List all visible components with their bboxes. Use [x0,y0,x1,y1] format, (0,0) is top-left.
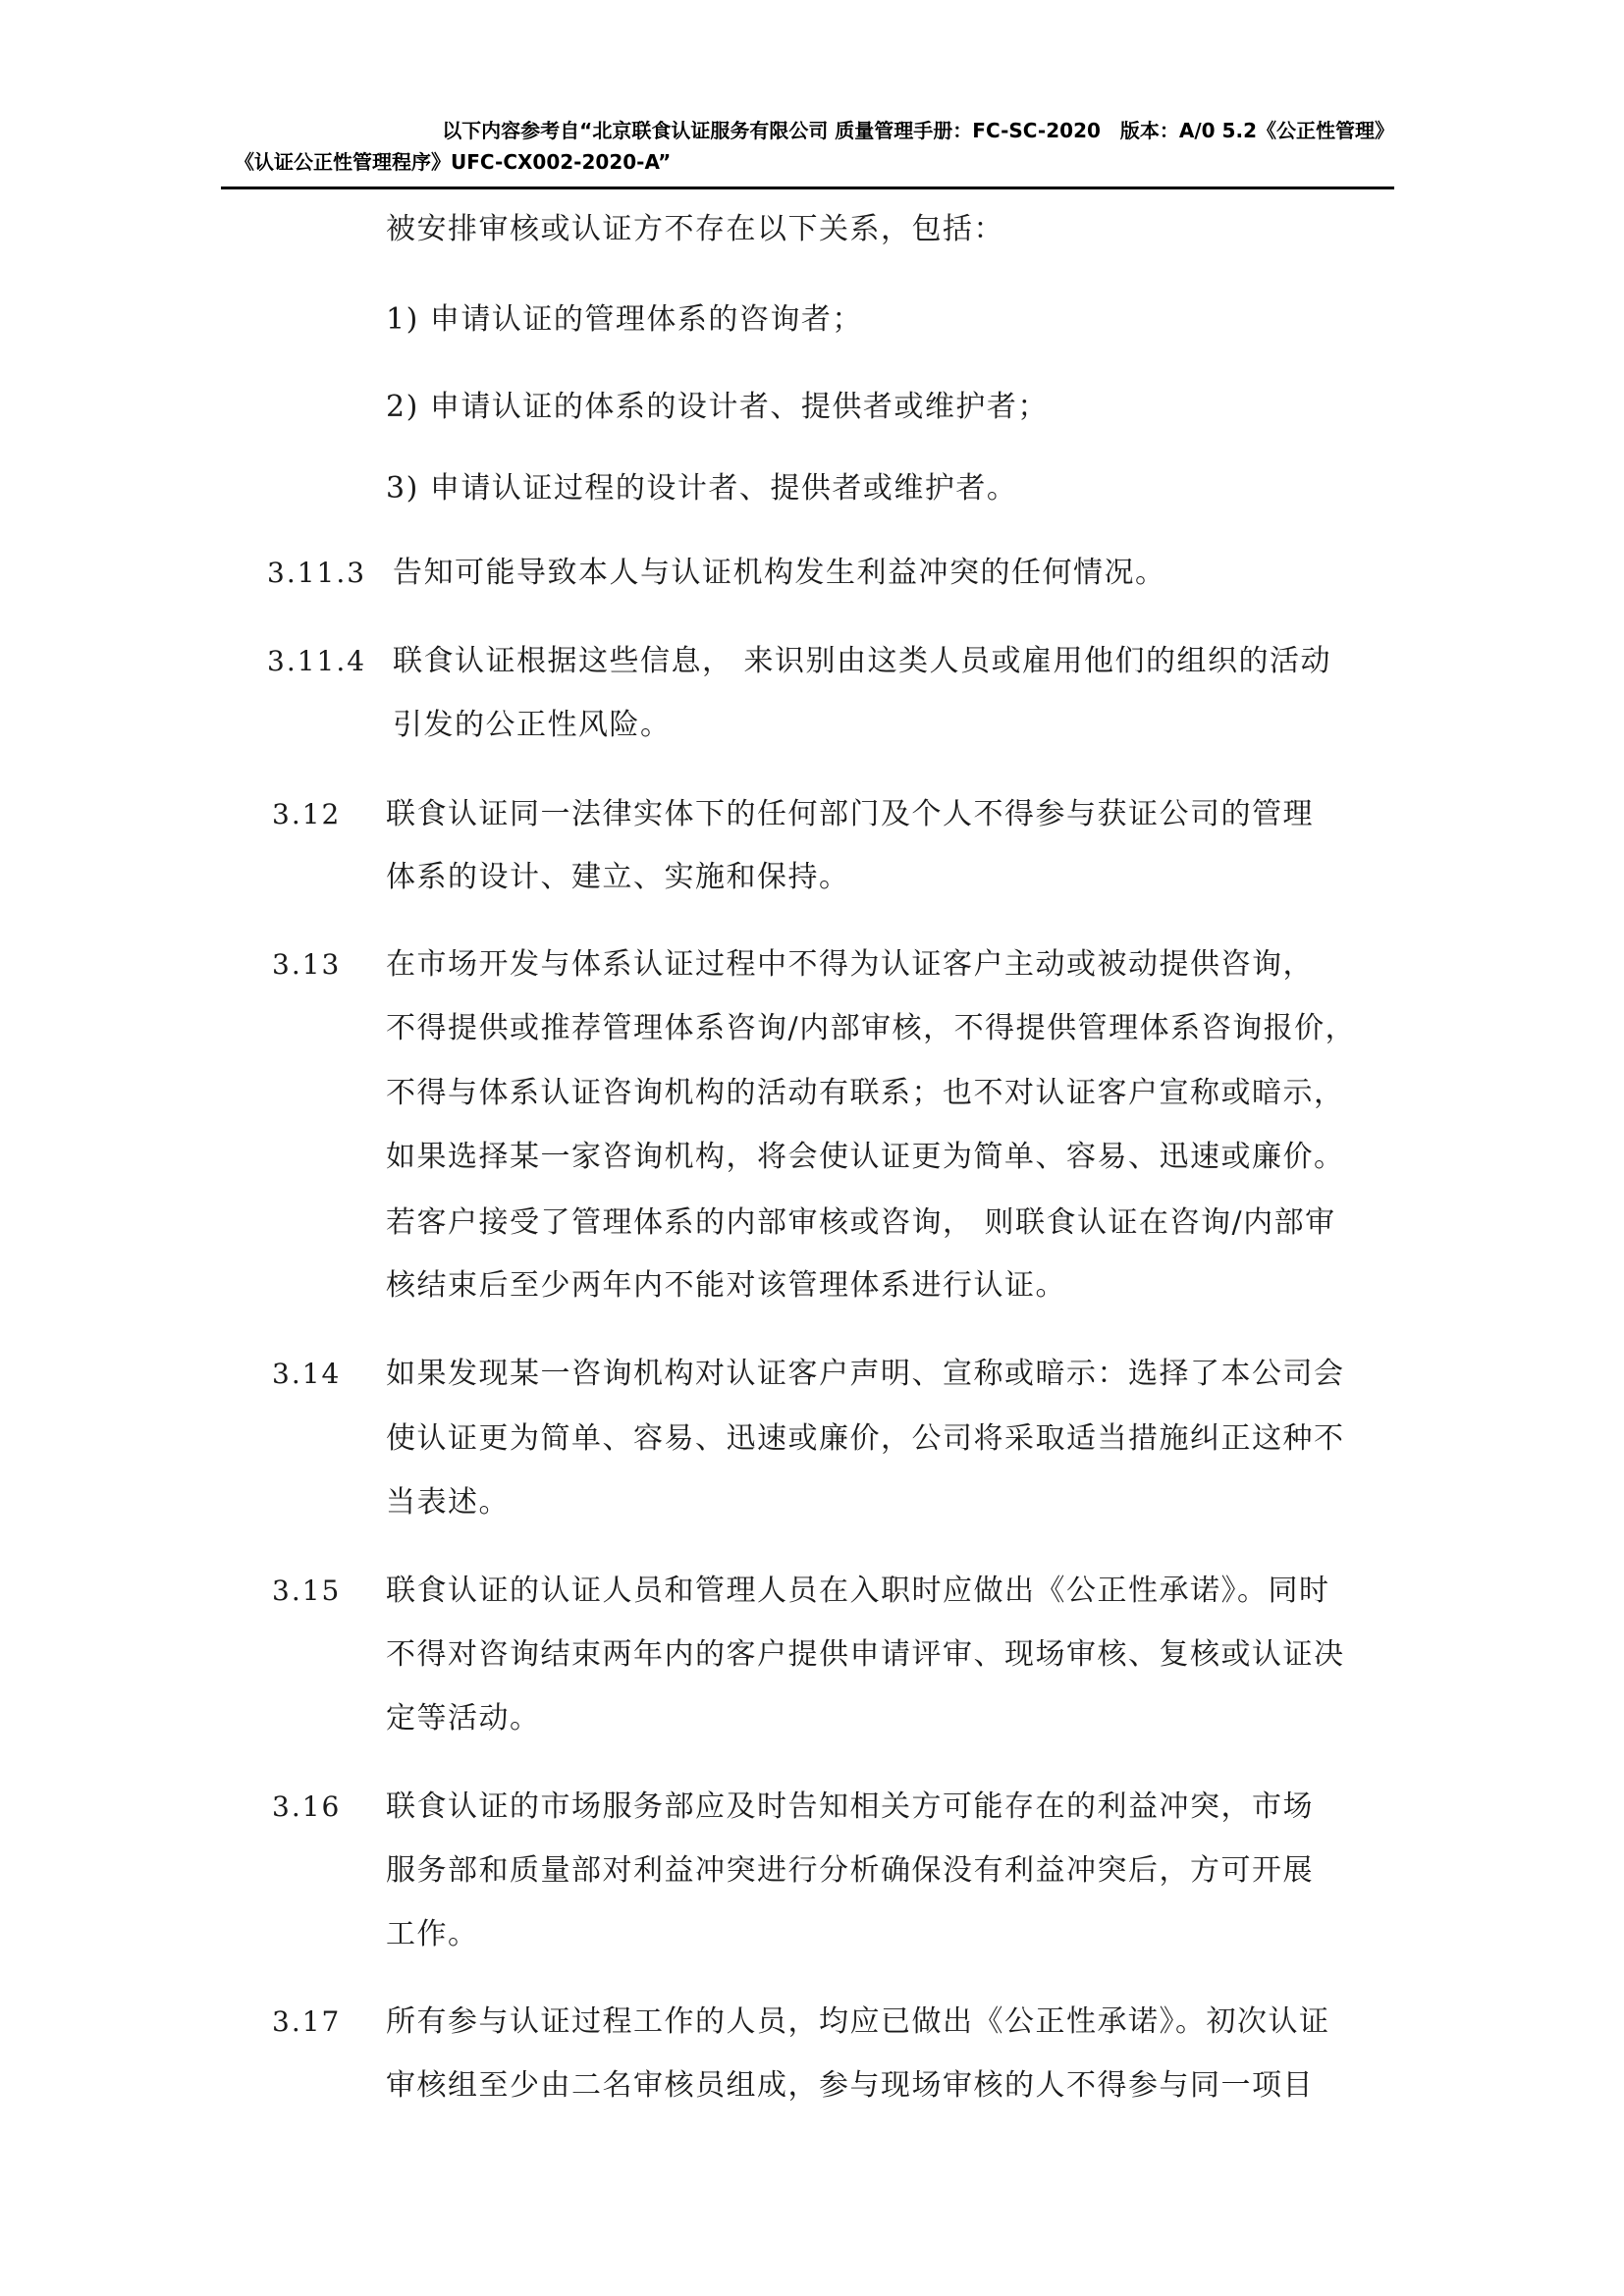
clause-number: 3.17 [272,2005,342,2038]
clause-text-line: 工作。 [386,1917,479,1951]
header-reference-line-1: 以下内容参考自“北京联食认证服务有限公司 质量管理手册：FC-SC-2020 版本：A/0 5.2《公正性管理》 [442,119,1394,142]
clause-number: 3.16 [272,1790,342,1823]
clause-text-line: 在市场开发与体系认证过程中不得为认证客户主动或被动提供咨询， [386,947,1314,982]
clause-text-line: 服务部和质量部对利益冲突进行分析确保没有利益冲突后，方可开展 [386,1853,1314,1888]
clause-number: 3.11.3 [267,557,367,589]
clause-text-line: 不得对咨询结束两年内的客户提供申请评审、现场审核、复核或认证决 [386,1637,1345,1672]
clause-text-line: 联食认证根据这些信息， 来识别由这类人员或雇用他们的组织的活动 [393,644,1332,678]
clause-text-line: 体系的设计、建立、实施和保持。 [386,860,850,894]
clause-text-line: 联食认证同一法律实体下的任何部门及个人不得参与获证公司的管理 [386,797,1314,831]
intro-sub-item: 2) 申请认证的体系的设计者、提供者或维护者； [386,390,1049,424]
clause-text-line: 不得与体系认证咨询机构的活动有联系；也不对认证客户宣称或暗示， [386,1076,1345,1110]
clause-text-line: 当表述。 [386,1485,510,1520]
intro-sub-item: 3) 申请认证过程的设计者、提供者或维护者。 [386,471,1018,506]
clause-text-line: 如果选择某一家咨询机构，将会使认证更为简单、容易、迅速或廉价。 [386,1140,1345,1174]
clause-text-line: 联食认证的认证人员和管理人员在入职时应做出《公正性承诺》。同时 [386,1574,1330,1608]
clause-number: 3.14 [272,1358,342,1390]
intro-lead: 被安排审核或认证方不存在以下关系，包括： [386,212,1004,246]
clause-text-line: 联食认证的市场服务部应及时告知相关方可能存在的利益冲突，市场 [386,1789,1314,1824]
clause-number: 3.12 [272,798,342,830]
clause-text-line: 告知可能导致本人与认证机构发生利益冲突的任何情况。 [393,556,1166,590]
clause-text-line: 使认证更为简单、容易、迅速或廉价，公司将采取适当措施纠正这种不 [386,1421,1345,1456]
intro-sub-item: 1) 申请认证的管理体系的咨询者； [386,302,863,337]
clause-text-line: 所有参与认证过程工作的人员，均应已做出《公正性承诺》。初次认证 [386,2004,1330,2039]
clause-text-line: 审核组至少由二名审核员组成，参与现场审核的人不得参与同一项目 [386,2068,1314,2103]
clause-text-line: 如果发现某一咨询机构对认证客户声明、宣称或暗示：选择了本公司会 [386,1357,1345,1391]
clause-number: 3.11.4 [267,645,367,677]
clause-number: 3.15 [272,1575,342,1607]
clause-text-line: 核结束后至少两年内不能对该管理体系进行认证。 [386,1268,1066,1303]
clause-text-line: 定等活动。 [386,1701,541,1735]
clause-text-line: 不得提供或推荐管理体系咨询/内部审核，不得提供管理体系咨询报价， [386,1011,1357,1045]
clause-number: 3.13 [272,948,342,981]
header-reference-line-2: 《认证公正性管理程序》UFC-CX002-2020-A” [235,150,672,174]
clause-text-line: 若客户接受了管理体系的内部审核或咨询， 则联食认证在咨询/内部审 [386,1205,1336,1240]
clause-text-line: 引发的公正性风险。 [393,708,672,742]
